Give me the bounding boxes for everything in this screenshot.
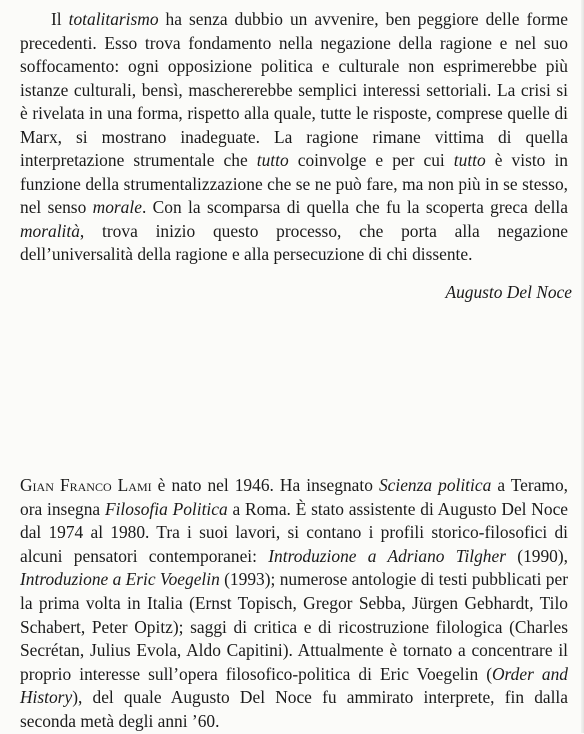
quote-block: [20, 8, 568, 267]
bio-text: a Teramo, ora insegna: [20, 475, 568, 519]
quote-emphasis: moralità: [20, 220, 80, 241]
quote-text: , trova inizio questo processo, che porta alla negazione dell’universalità della ragione e alla persecuzione di chi dissente.: [20, 220, 568, 264]
bio-text: (1990),: [506, 545, 568, 566]
quote-text: Il: [51, 9, 69, 29]
author-bio: [20, 474, 568, 734]
quote-text: . Con la scomparsa di quella che fu la scoperta greca della: [141, 197, 568, 217]
bio-emphasis: Filosofia Politica: [104, 498, 228, 519]
bio-book-title: Introduzione a Adriano Tilgher: [268, 545, 506, 566]
bio-paragraph: [20, 474, 568, 734]
bio-text: ), del quale Augusto Del Noce fu ammirato interprete, fin dalla seconda metà degli anni ’60.: [20, 687, 568, 731]
quote-emphasis: tutto: [256, 150, 289, 170]
quote-paragraph: [20, 8, 568, 267]
quote-text: coinvolge e per cui: [288, 150, 454, 170]
quote-emphasis: tutto: [453, 150, 486, 170]
bio-text: a Roma. È stato assistente di Augusto Del Noce dal 1974 al 1980. Tra i suoi lavori, si contano i profili storico-filosofici di alcuni pensatori contemporanei:: [20, 498, 569, 566]
bio-book-title: Introduzione a Eric Voegelin: [20, 569, 220, 590]
bio-emphasis: Scienza politica: [378, 475, 492, 495]
bio-author-name: Gian Franco Lami: [20, 475, 152, 495]
bio-book-title: Order and History: [20, 663, 568, 708]
quote-emphasis: totalitarismo: [68, 9, 159, 29]
quote-text: è visto in funzione della strumentalizzazione che se ne può fare, ma non più in se stesso, nel senso: [20, 150, 568, 217]
bio-text: (1993); numerose antologie di testi pubblicati per la prima volta in Italia (Ernst Topisch, Gregor Sebba, Jürgen Gebhardt, Tilo Schabert, Peter Opitz); saggi di critica e di ricostruzione filologica (Charles Secrétan, Julius Evola, Aldo Capitini). Attualmente è tornato a concentrare il proprio interesse sull’opera filosofico-politica di Eric Voegelin (: [20, 569, 569, 684]
quote-author: Augusto Del Noce: [445, 282, 572, 302]
bio-text: è nato nel 1946. Ha insegnato: [151, 475, 379, 495]
quote-text: ha senza dubbio un avvenire, ben peggiore delle forme precedenti. Esso trova fondamento nella negazione della ragione e nel suo soffocamento: ogni opposizione politica e culturale non esprimerebbe più istanze culturali, bensì, maschererebbe semplici interessi settoriali. La crisi si è rivelata in una forma, rispetto alla quale, tutte le risposte, comprese quelle di Marx, si mostrano inadeguate. La ragione rimane vittima di quella interpretazione strumentale che: [20, 9, 568, 170]
quote-emphasis: morale: [92, 197, 142, 217]
